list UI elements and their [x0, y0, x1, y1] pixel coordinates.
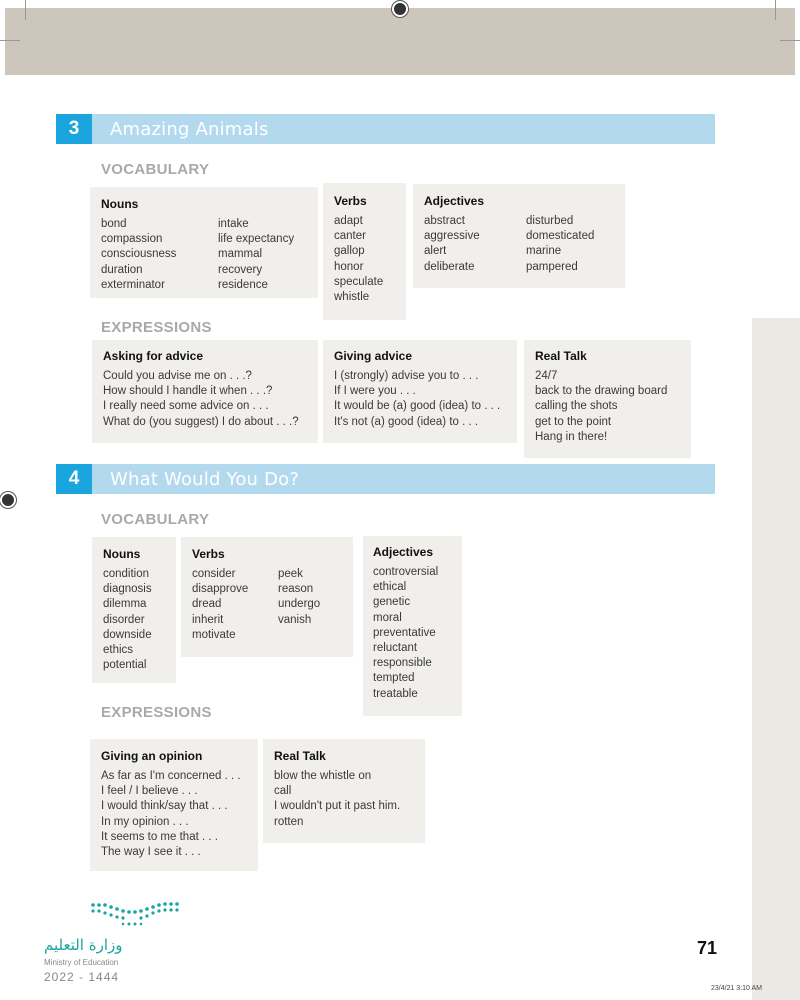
unit-4-verbs-box: [181, 537, 353, 657]
verbs-col-2: [278, 567, 320, 628]
crop-mark: [25, 0, 26, 20]
unit-3-expressions-label: EXPRESSIONS: [101, 319, 212, 336]
word: tempted: [373, 672, 415, 685]
expression: Hang in there!: [535, 430, 608, 443]
adjectives-col-2: [526, 214, 594, 275]
unit-3-nouns-box: [90, 187, 318, 298]
word: dread: [192, 598, 222, 611]
word: reluctant: [373, 642, 418, 655]
expression: The way I see it . . .: [101, 846, 201, 859]
box-heading: Adjectives: [424, 194, 485, 208]
registration-mark-icon: [0, 492, 16, 508]
unit-3-asking-advice-box: [92, 340, 318, 443]
word: alert: [424, 245, 447, 258]
word: undergo: [278, 598, 321, 611]
expression: How should I handle it when . . .?: [103, 385, 273, 398]
word: dilemma: [103, 598, 147, 611]
unit-3-title: Amazing Animals: [110, 118, 269, 140]
expression: I feel / I believe . . .: [101, 785, 198, 798]
word: moral: [373, 611, 402, 624]
unit-3-vocabulary-label: VOCABULARY: [101, 161, 210, 178]
word: honor: [334, 260, 364, 273]
box-heading: Real Talk: [535, 349, 587, 363]
expression: What do (you suggest) I do about . . .?: [103, 415, 299, 428]
box-heading: Real Talk: [274, 749, 326, 763]
expression: As far as I'm concerned . . .: [101, 770, 241, 782]
word: responsible: [373, 657, 432, 670]
word: speculate: [334, 275, 384, 288]
expression: It's not (a) good (idea) to . . .: [334, 415, 479, 428]
word: aggressive: [424, 230, 480, 243]
nouns-col-1: [103, 567, 152, 673]
logo-arabic-text: وزارة التعليم: [44, 936, 123, 954]
box-heading: Giving advice: [334, 349, 413, 363]
expression-list: [535, 369, 667, 445]
word: consider: [192, 568, 236, 580]
word: intake: [218, 218, 249, 230]
logo-year-text: 2022 - 1444: [44, 970, 120, 984]
expression: rotten: [274, 815, 304, 828]
verbs-col-1: [334, 214, 383, 305]
expression: In my opinion . . .: [101, 815, 189, 828]
box-heading: Nouns: [103, 547, 141, 561]
expression: calling the shots: [535, 400, 618, 413]
word: adapt: [334, 215, 363, 227]
word: treatable: [373, 687, 418, 700]
box-heading: Asking for advice: [103, 349, 204, 363]
word: ethical: [373, 581, 407, 594]
crop-mark: [775, 0, 776, 20]
expression-list: [274, 769, 400, 830]
expression: 24/7: [535, 370, 558, 382]
word: pampered: [526, 260, 578, 273]
word: reason: [278, 583, 314, 596]
unit-3-verbs-box: [323, 183, 406, 320]
expression: I really need some advice on . . .: [103, 400, 269, 413]
unit-4-adjectives-box: [363, 536, 462, 716]
word: whistle: [334, 291, 370, 304]
unit-4-title: What Would You Do?: [110, 468, 300, 490]
logo-english-text: Ministry of Education: [44, 958, 119, 967]
right-margin-strip: [752, 318, 800, 1000]
word: mammal: [218, 248, 263, 261]
word: disorder: [103, 613, 145, 626]
word: vanish: [278, 613, 312, 626]
word: compassion: [101, 233, 163, 246]
word: marine: [526, 245, 562, 258]
expression: It seems to me that . . .: [101, 830, 218, 843]
word: condition: [103, 568, 150, 580]
word: peek: [278, 568, 303, 580]
expression-list: [101, 769, 241, 860]
unit-4-number: 4: [56, 464, 92, 494]
unit-4-expressions-label: EXPRESSIONS: [101, 704, 212, 721]
expression: get to the point: [535, 415, 612, 428]
word: life expectancy: [218, 233, 295, 246]
nouns-col-1: [101, 217, 176, 293]
print-stamp: 23/4/21 3:10 AM: [711, 985, 762, 992]
expression: call: [274, 785, 292, 798]
word: bond: [101, 218, 127, 230]
box-heading: Verbs: [334, 194, 367, 208]
word: canter: [334, 230, 366, 243]
registration-mark-icon: [392, 1, 408, 17]
unit-3-giving-advice-box: [323, 340, 517, 443]
unit-4-giving-opinion-box: [90, 739, 258, 871]
expression: I (strongly) advise you to . . .: [334, 370, 479, 382]
expression: back to the drawing board: [535, 385, 668, 398]
expression: blow the whistle on: [274, 770, 372, 782]
crop-mark: [780, 40, 800, 41]
expression: If I were you . . .: [334, 385, 416, 398]
word: exterminator: [101, 278, 165, 291]
word: ethics: [103, 644, 134, 657]
word: controversial: [373, 566, 439, 578]
nouns-col-2: [218, 217, 294, 293]
word: potential: [103, 659, 147, 672]
expression-list: [334, 369, 500, 430]
word: diagnosis: [103, 583, 152, 596]
unit-3-adjectives-box: [413, 184, 625, 288]
word: downside: [103, 628, 152, 641]
box-heading: Nouns: [101, 197, 139, 211]
top-band: [5, 8, 795, 75]
word: disapprove: [192, 583, 249, 596]
unit-4-nouns-box: [92, 537, 176, 683]
word: residence: [218, 278, 268, 291]
expression: I would think/say that . . .: [101, 800, 228, 813]
expression: I wouldn't put it past him.: [274, 800, 401, 813]
word: genetic: [373, 596, 411, 609]
word: recovery: [218, 263, 263, 276]
box-heading: Giving an opinion: [101, 749, 203, 763]
unit-4-vocabulary-label: VOCABULARY: [101, 511, 210, 528]
expression: It would be (a) good (idea) to . . .: [334, 400, 501, 413]
adjectives-col-1: [424, 214, 480, 275]
page-number: 71: [697, 938, 718, 958]
verbs-col-1: [192, 567, 248, 643]
word: duration: [101, 263, 143, 276]
unit-4-real-talk-box: [263, 739, 425, 843]
box-heading: Adjectives: [373, 545, 434, 559]
expression-list: [103, 369, 299, 430]
word: inherit: [192, 613, 224, 626]
ministry-logo-dots-icon: [90, 900, 180, 930]
word: consciousness: [101, 248, 177, 261]
unit-3-real-talk-box: [524, 340, 691, 458]
box-heading: Verbs: [192, 547, 225, 561]
word: motivate: [192, 628, 236, 641]
word: preventative: [373, 626, 436, 639]
word: disturbed: [526, 215, 574, 227]
word: abstract: [424, 215, 465, 227]
word: gallop: [334, 245, 365, 258]
unit-3-number: 3: [56, 114, 92, 144]
word: domesticated: [526, 230, 595, 243]
crop-mark: [0, 40, 20, 41]
expression: Could you advise me on . . .?: [103, 370, 252, 382]
adjectives-col-1: [373, 565, 438, 702]
word: deliberate: [424, 260, 475, 273]
